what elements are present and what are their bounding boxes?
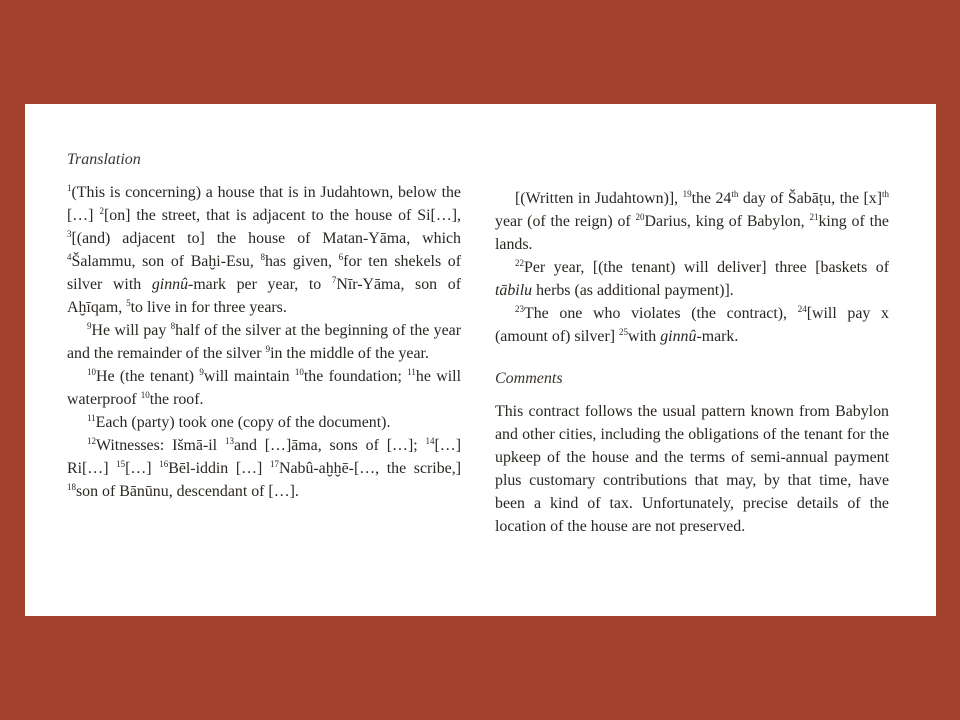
text-segment: tābilu	[495, 282, 533, 299]
text-segment: He (the tenant)	[96, 368, 200, 385]
text-segment: year (of the reign) of	[495, 213, 636, 230]
line-number: 3	[67, 229, 72, 239]
text-segment: will maintain	[203, 368, 295, 385]
line-number: 24	[797, 304, 807, 314]
text-segment: Bēl-iddin […]	[168, 460, 270, 477]
line-number: 8	[260, 252, 265, 262]
text-segment: has given,	[264, 253, 339, 270]
line-number: 20	[635, 212, 645, 222]
line-number: 18	[67, 482, 76, 492]
text-segment: ginnû	[660, 328, 697, 345]
line-number: 25	[619, 327, 628, 337]
line-number: th	[731, 189, 739, 199]
line-number: 14	[425, 436, 435, 446]
translation-body	[67, 181, 461, 503]
translation-continued-column	[495, 187, 889, 538]
line-number: 17	[269, 459, 279, 469]
line-number: 7	[331, 275, 337, 285]
line-number: 11	[87, 413, 96, 423]
comments-text: This contract follows the usual pattern known from Babylon and other cities, including the obligations of the tenant for the upkeep of the house and the terms of semi-annual payment plus customary contributions that may, by that time, have been a kind of tax. Unfortunately, precise details of the location of the house are not preserved.	[495, 403, 889, 535]
paragraph	[67, 411, 461, 434]
text-segment: for ten shekels of silver with	[67, 253, 461, 293]
text-segment: -mark.	[696, 328, 739, 345]
translation-continued-body	[495, 187, 889, 348]
text-segment: […] Ri[…]	[67, 437, 461, 477]
text-segment: the roof.	[149, 391, 204, 408]
text-segment: -mark per year, to	[188, 276, 332, 293]
text-segment: [(Written in Judahtown)],	[515, 190, 683, 207]
line-number: 4	[67, 252, 72, 262]
text-segment: Witnesses: Išmā-il	[96, 437, 225, 454]
paragraph	[67, 434, 461, 503]
text-segment: Each (party) took one (copy of the document).	[95, 414, 391, 431]
text-segment: the 24	[691, 190, 732, 207]
line-number: 1	[67, 183, 72, 193]
document-page	[25, 104, 936, 616]
line-number: 9	[87, 321, 92, 331]
paragraph	[495, 187, 889, 256]
paragraph	[67, 181, 461, 319]
text-segment: ginnû	[151, 276, 189, 293]
text-segment: to live in for three years.	[130, 299, 287, 316]
line-number: 10	[87, 367, 96, 377]
text-segment: herbs (as additional payment)].	[532, 282, 734, 299]
line-number: 6	[338, 252, 344, 262]
paragraph	[495, 302, 889, 348]
comments-heading: Comments	[495, 370, 563, 387]
text-segment: with	[628, 328, 661, 345]
text-segment: half of the silver at the beginning of the year and the remainder of the silver	[67, 322, 461, 362]
line-number: 11	[407, 367, 416, 377]
line-number: 10	[294, 367, 304, 377]
text-segment: in the middle of the year.	[270, 345, 429, 362]
line-number: 23	[515, 304, 524, 314]
text-segment: Per year, [(the tenant) will deliver] three [baskets of	[524, 259, 889, 276]
text-segment: He will pay	[91, 322, 171, 339]
paragraph	[67, 319, 461, 365]
text-segment: son of Bānūnu, descendant of […].	[76, 483, 299, 500]
line-number: 5	[126, 298, 131, 308]
line-number: 15	[116, 459, 126, 469]
line-number: 12	[87, 436, 96, 446]
text-segment: The one who violates (the contract),	[524, 305, 798, 322]
text-segment: Darius, king of Babylon,	[644, 213, 810, 230]
text-segment: and […]āma, sons of […];	[233, 437, 426, 454]
line-number: 19	[682, 189, 692, 199]
line-number: th	[882, 189, 890, 199]
line-number: 9	[199, 367, 204, 377]
text-segment: Šalammu, son of Baḫi-Esu,	[71, 253, 261, 270]
text-segment: king of the lands.	[495, 213, 889, 253]
line-number: 9	[265, 344, 271, 354]
text-segment: […]	[125, 460, 160, 477]
line-number: 10	[140, 390, 150, 400]
line-number: 2	[99, 206, 104, 216]
text-segment: day of Šabāṭu, the [x]	[738, 190, 882, 207]
line-number: 13	[224, 436, 234, 446]
translation-column	[67, 149, 461, 503]
line-number: 8	[170, 321, 176, 331]
text-segment: Nabû-aḫḫē-[…, the scribe,]	[278, 460, 461, 477]
text-segment: [will pay x (amount of) silver]	[495, 305, 889, 345]
line-number: 16	[159, 459, 169, 469]
text-segment: [on] the street, that is adjacent to the house of Si[…],	[103, 207, 462, 224]
line-number: 21	[809, 212, 819, 222]
text-segment: the foundation;	[303, 368, 408, 385]
text-segment: he will waterproof	[67, 368, 461, 408]
text-segment: (This is concerning) a house that is in Judahtown, below the […]	[67, 184, 461, 224]
line-number: 22	[515, 258, 524, 268]
paragraph	[67, 365, 461, 411]
translation-heading: Translation	[67, 151, 141, 168]
text-segment: Nīr-Yāma, son of Aḫīqam,	[67, 276, 461, 316]
paragraph	[495, 256, 889, 302]
text-segment: [(and) adjacent to] the house of Matan-Yāma, which	[71, 230, 461, 247]
